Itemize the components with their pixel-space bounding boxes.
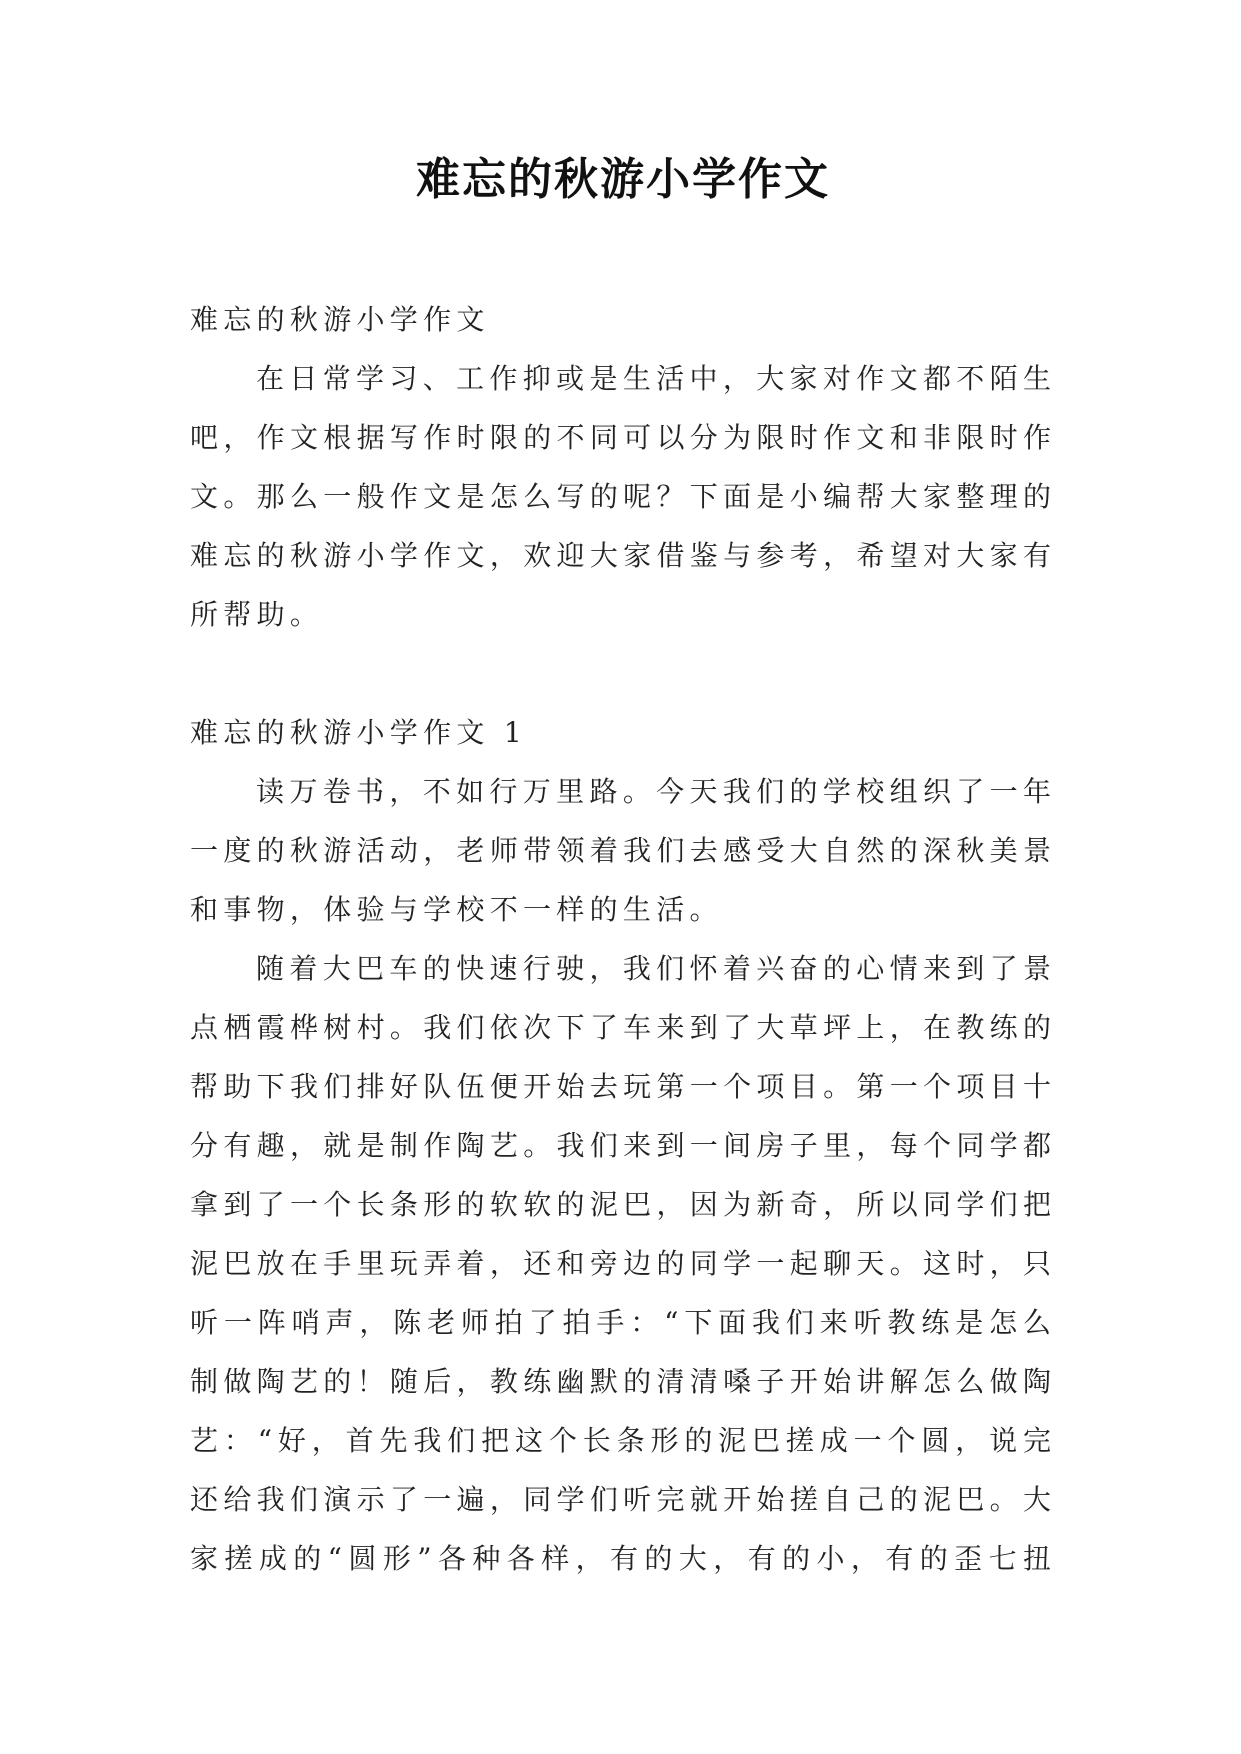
paragraph-line: 读万卷书，不如行万里路。今天我们的学校组织了一年 — [256, 775, 1056, 808]
paragraph-line: 在日常学习、工作抑或是生活中，大家对作文都不陌生 — [256, 362, 1056, 395]
essay-paragraph — [190, 939, 1056, 1588]
paragraph-line: 和事物，体验与学校不一样的生活。 — [190, 893, 723, 926]
essay-heading: 难忘的秋游小学作文 1 — [190, 716, 528, 749]
paragraph-line: 还给我们演示了一遍，同学们听完就开始搓自己的泥巴。大 — [190, 1483, 1056, 1516]
intro-paragraph — [190, 349, 1056, 644]
paragraph-line: 点栖霞桦树村。我们依次下了车来到了大草坪上，在教练的 — [190, 1011, 1056, 1044]
essay-paragraph — [190, 762, 1056, 939]
paragraph-line: 所帮助。 — [190, 598, 324, 631]
paragraph-line: 一度的秋游活动，老师带领着我们去感受大自然的深秋美景 — [190, 834, 1056, 867]
paragraph-line: 制做陶艺的！随后，教练幽默的清清嗓子开始讲解怎么做陶 — [190, 1365, 1056, 1398]
paragraph-line: 吧，作文根据写作时限的不同可以分为限时作文和非限时作 — [190, 421, 1056, 454]
paragraph-line: 艺：“好，首先我们把这个长条形的泥巴搓成一个圆，说完 — [190, 1424, 1056, 1457]
paragraph-line: 帮助下我们排好队伍便开始去玩第一个项目。第一个项目十 — [190, 1070, 1056, 1103]
paragraph-line: 家搓成的“圆形”各种各样，有的大，有的小，有的歪七扭 — [190, 1542, 1056, 1575]
paragraph-line: 随着大巴车的快速行驶，我们怀着兴奋的心情来到了景 — [256, 952, 1056, 985]
paragraph-line: 听一阵哨声，陈老师拍了拍手：“下面我们来听教练是怎么 — [190, 1306, 1056, 1339]
intro-heading: 难忘的秋游小学作文 — [190, 303, 490, 336]
paragraph-line: 分有趣，就是制作陶艺。我们来到一间房子里，每个同学都 — [190, 1129, 1056, 1162]
essay-section — [190, 703, 1056, 1588]
document-title: 难忘的秋游小学作文 — [416, 154, 830, 205]
paragraph-line: 泥巴放在手里玩弄着，还和旁边的同学一起聊天。这时，只 — [190, 1247, 1056, 1280]
paragraph-line: 难忘的秋游小学作文，欢迎大家借鉴与参考，希望对大家有 — [190, 539, 1056, 572]
paragraph-line: 拿到了一个长条形的软软的泥巴，因为新奇，所以同学们把 — [190, 1188, 1056, 1221]
paragraph-line: 文。那么一般作文是怎么写的呢？下面是小编帮大家整理的 — [190, 480, 1056, 513]
document-body — [190, 290, 1056, 1588]
